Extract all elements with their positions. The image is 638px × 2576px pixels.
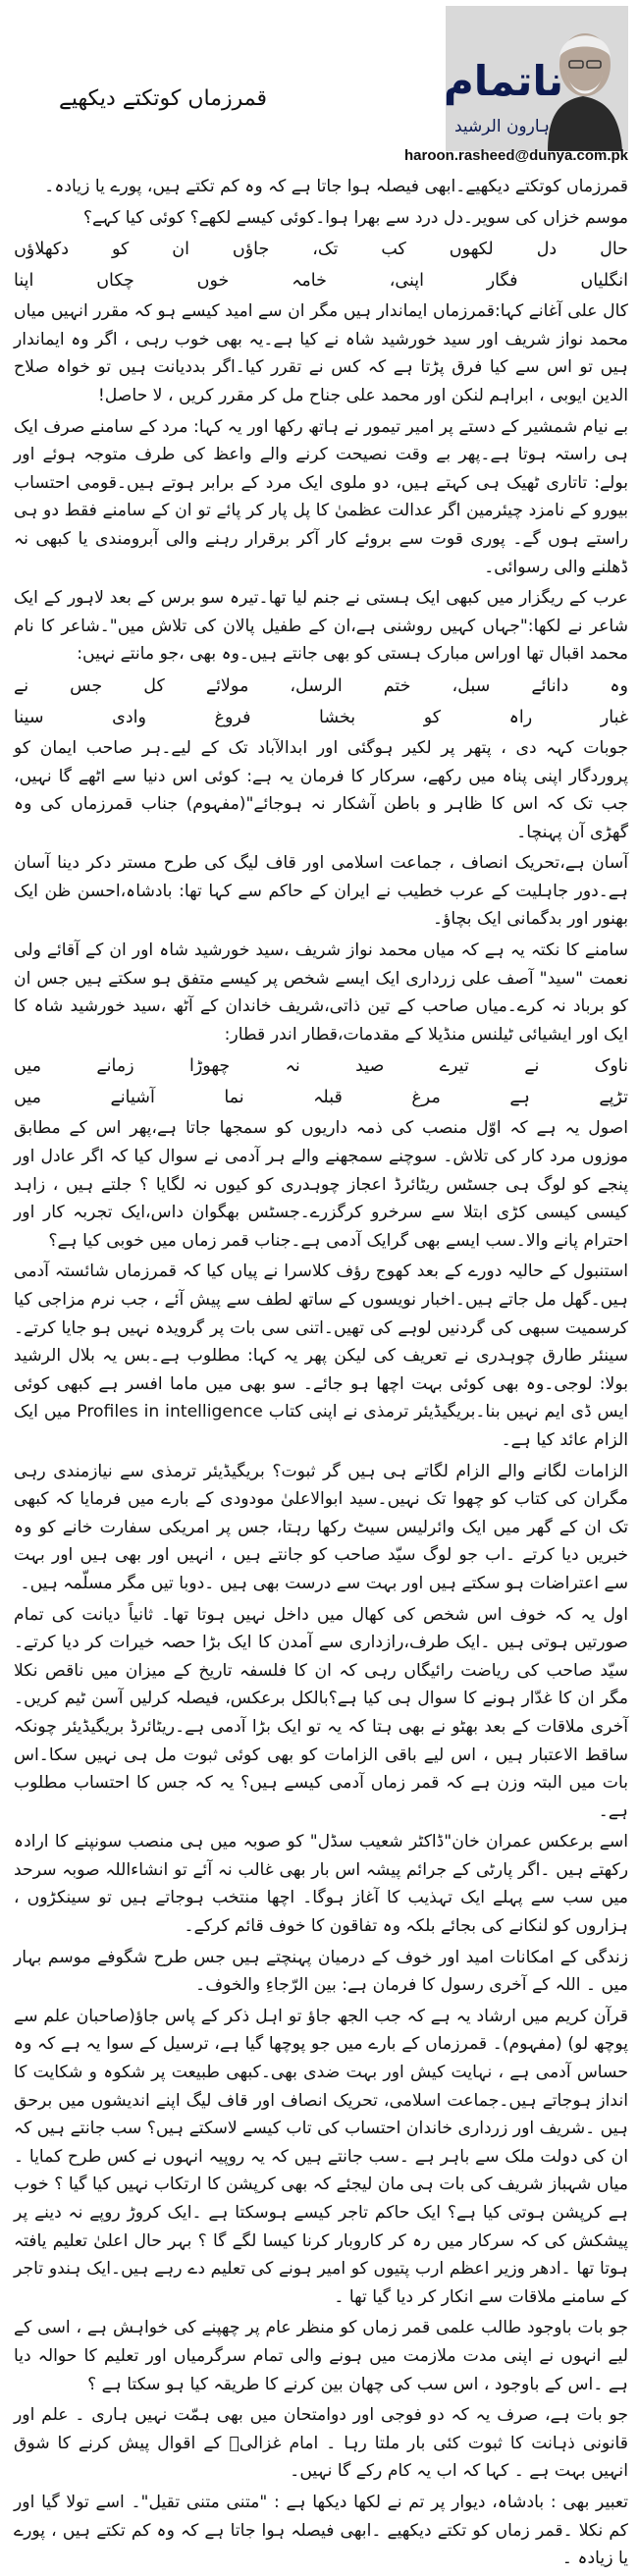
paragraph: کال علی آغانے کہا:قمرزماں ایماندار ہیں مگر ان سے امید کیسے ہو کہ مقرر انہیں میاں محمد نواز شریف اور سید خورشید شاہ نے کیا ہے۔یہ بھی خوب رہی ، اگر وہ ایماندار ہیں تو اس سے کیا فرق پڑتا ہے کہ کس نے تقرر کیا۔اگر بددیانت ہیں تو خواہ صلاح الدین ایوبی ، ابراہم لنکن اور محمد علی جناح مل کر مقرر کریں ، لا حاصل!	[14, 301, 628, 405]
paragraph: تعبیر بھی : بادشاہ، دیوار پر تم نے لکھا دیکھا ہے : "متنی متنی تقیل"۔ اسے تولا گیا اور کم نکلا ۔قمر زماں کو تکتے دیکھیے ۔ابھی فیصلہ ہوا جاتا ہے کہ وہ کم تکتے ہیں ، پورے یا زیادہ ۔	[14, 2492, 628, 2569]
verse-word: انگلیاں	[580, 271, 628, 292]
verse-word: دل	[536, 240, 558, 260]
verse-word: ختم	[383, 675, 411, 696]
verse-word: راہ	[508, 707, 533, 727]
verse-word: وادی	[112, 707, 146, 727]
verse-word: جس	[70, 675, 103, 696]
paragraph: جوبات کہہ دی ، پتھر پر لکیر ہوگئی اور ابدالآباد تک کے لیے۔ہر صاحب ایمان کو پروردگار اپنی پناہ میں رکھے، سرکار کا فرمان یہ ہے: کوئی اس دنیا سے اٹھے گا نہیں، جب تک کہ اس کا ظاہر و باطن آشکار نہ ہوجائے"(مفہوم) جناب قمرزماں کی وہ گھڑی آن پہنچا۔	[14, 737, 628, 842]
article-title: قمرزماں کوتکتے دیکھیے	[59, 86, 268, 111]
verse-line	[14, 671, 628, 701]
verse-word: نے	[14, 675, 29, 696]
verse-word: الرسل،	[290, 675, 343, 696]
verse-word: آشیانے	[110, 1088, 155, 1108]
verse-word: کل	[143, 675, 165, 696]
paragraph: قمرزماں کوتکتے دیکھیے۔ابھی فیصلہ ہوا جاتا ہے کہ وہ کم تکتے ہیں، پورے یا زیادہ۔	[44, 177, 628, 196]
paragraph: اول یہ کہ خوف اس شخص کی کھال میں داخل نہیں ہوتا تھا۔ ثانیاً دیانت کی تمام صورتیں ہوتی ہیں ۔ایک طرف،رازداری سے آمدن کا ایک بڑا حصہ خیرات کر دیا کرتے۔سیّد صاحب کی ریاضت رائیگاں رہی کہ ان کا فلسفہ تاریخ کے میزان میں ناقص نکلا مگر ان کا غدّار ہونے کا سوال ہی کیا ہے؟بالکل برعکس، فیصلہ کرلیں آسن ٹیم کریں۔آخری ملاقات کے بعد بھٹو نے بھی ہتا کہ یہ تو ایک بڑا آدمی ہے۔ریٹائرڈ بریگیڈیئر چونکہ ساقط الاعتبار ہیں ، اس لیے باقی الزامات کو بھی کوئی ثبوت مل ہی نہیں سکا۔اس بات میں البتہ وزن ہے کہ قمر زماں آدمی کیسے ہیں؟ یہ کہ جس کا احتساب مطلوب ہے۔	[14, 1604, 628, 1821]
verse-word: چھوڑا	[188, 1056, 231, 1077]
verse-word: جاؤں	[232, 240, 270, 260]
verse-word: کب	[381, 240, 406, 260]
paragraph: اسے برعکس عمران خان"ڈاکٹر شعیب سڈل" کو صوبہ میں ہی منصب سونپنے کا ارادہ رکھتے ہیں ۔اگر پارٹی کے جرائم پیشہ اس بار بھی غالب نہ آئے تو انشاءاللہ صوبہ سرحد میں سب سے پہلے ایک تہذیب کا آغاز ہوگا۔ اچھا منتخب ہوجاتے ہیں تو سینکڑوں ، ہزاروں کو لنکانے کی بجائے بلکہ وہ تفاقون کا خوف قائم کرکے۔	[14, 1832, 628, 1937]
verse-line	[14, 266, 628, 295]
verse-word: قبلہ	[313, 1088, 343, 1108]
verse-word: میں	[14, 1088, 42, 1108]
paragraph: زندگی کے امکانات امید اور خوف کے درمیان پہنچتے ہیں جس طرح شگوفے موسم بہار میں ۔ اللہ کے آخری رسول کا فرمان ہے: بین الرّجاءِ والخوف۔	[14, 1947, 628, 1996]
paragraph: جو بات باوجود طالب علمی قمر زماں کو منظر عام پر چھپنے کی خواہش ہے ، اسی کے لیے انہوں نے اپنی مدت ملازمت میں ہونے والی تمام سرگرمیاں اور تعلیم کا حوالہ دیا ہے ۔اس کے باوجود ، اس سب کی چھان بین کرنے کا طریقہ کیا ہو سکتا ہے ؟	[14, 2318, 628, 2394]
verse-word: اپنا	[14, 271, 34, 292]
verse-word: تک،	[312, 240, 339, 260]
author-name: ہارون الرشید	[453, 117, 550, 136]
paragraph: سامنے کا نکتہ یہ ہے کہ میاں محمد نواز شریف ،سید خورشید شاہ اور ان کے آقائے ولی نعمت "سید" آصف علی زرداری ایک ایسے شخص پر کیسے متفق ہو سکتے ہیں جس ان کو برباد نہ کرے۔میاں صاحب کے تین ذاتی،شریف خاندان کے آٹھ ،سید خورشید شاہ کا ایک اور ایشیائی ٹیلنس منڈیلا کے مقدمات،قطار اندر قطار:	[14, 940, 628, 1045]
verse-word: نما	[224, 1088, 244, 1108]
verse-word: دانائے	[531, 675, 569, 696]
verse-word: کو	[423, 707, 442, 727]
verse-word: خوں	[196, 271, 230, 292]
verse-word: ناوک	[594, 1056, 628, 1077]
verse-word: صید	[355, 1056, 385, 1077]
verse-line	[14, 1083, 628, 1112]
verse-word: کو	[111, 240, 130, 260]
verse-word: تڑپے	[599, 1088, 628, 1108]
verse-word: مولائے	[205, 675, 249, 696]
verse-word: ہے	[509, 1088, 530, 1108]
verse-word: حال	[600, 240, 628, 260]
verse-word: میں	[14, 1056, 41, 1077]
column-name: ناتمام	[443, 57, 563, 105]
verse-word: دکھلاؤں	[14, 240, 70, 260]
verse-word: نہ	[285, 1056, 300, 1077]
verse-word: مرغ	[411, 1088, 441, 1108]
verse-word: فروغ	[214, 707, 251, 727]
paragraph: استنبول کے حالیہ دورے کے بعد کھوج رؤف کلاسرا نے پیاں کیا کہ قمرزماں شائستہ آدمی ہیں۔گھل مل جاتے ہیں۔اخبار نویسوں کے ساتھ لطف سے پیش آئے ، جب نرم مزاجی کیا کرسمیت سبھی کی گردنیں لوہے کی تھیں۔اتنی سی بات پر گرویدہ نہیں ہو جایا کرتے۔سینئر طارق چوہدری نے تعریف کی لیکن پھر یہ کہا: مطلوب ہے۔بس یہ بلال الرشید بولا: لوجی۔وہ بھی کوئی بہت اچھا ہو جائے۔ سو بھی میں ماما افسر ہے کبھی کوئی ایس ڈی ایم نہیں بنا۔بریگیڈیئر ترمذی نے اپنی کتاب Profiles in intelligence میں ایک الزام عائد کیا ہے۔	[14, 1261, 629, 1450]
verse-word: سبل،	[452, 675, 491, 696]
verse-word: سینا	[14, 707, 44, 727]
paragraph: آسان ہے،تحریک انصاف ، جماعت اسلامی اور قاف لیگ کی طرح مستر دکر دینا آسان ہے۔دور جاہلیت کے عرب خطیب نے ایران کے حاکم سے کہا تھا: بادشاہ،احسن ظن ایک بھنور اور بدگمانی ایک بچاؤ۔	[14, 853, 628, 930]
verse-word: لکھوں	[449, 240, 494, 260]
verse-word: تیرے	[439, 1056, 469, 1077]
paragraph: قرآن کریم میں ارشاد یہ ہے کہ جب الجھ جاؤ تو اہل ذکر کے پاس جاؤ(صاحبان علم سے پوچھ لو) (مفہوم)۔ قمرزماں کے بارے میں جو پوچھا گیا ہے، ترسیل کے سوا یہ ہے کہ وہ حساس آدمی ہے ، نہایت کیش اور بہت ضدی بھی۔کبھی طبیعت پر شکوہ و شکایت کا انداز ہوجاتے ہیں۔جماعت اسلامی، تحریک انصاف اور قاف لیگ اپنے اندیشوں میں برحق ہیں ۔شریف اور زرداری خاندان احتساب کی تاب کیسے لاسکتے ہیں؟ سب جانتے ہیں کہ ان کی دولت ملک سے باہر ہے ۔سب جانتے ہیں کہ یہ روپیہ انہوں نے کس طرح کمایا ۔میاں شہباز شریف کی بات ہی مان لیجئے کہ بھی کرپشن کا ارتکاب نہیں کیا گیا ؟ خوب ہے کرپشن ہوتی کیا ہے؟ ایک حاکم تاجر کیسے ہوسکتا ہے ۔ایک کروڑ روپے نہ دینے پر پیشکش کی کہ سرکار میں رہ کر کاروبار کرنا کیسا لگے گا ؟ بہر حال اعلیٰ تعلیم یافتہ ہوتا تھا ۔ادھر وزیر اعظم ارب پتیوں کو امیر ہونے کی تعلیم دے رہے ہیں۔ایک ہندو تاجر کے سامنے ملاقات سے انکار کر دیا گیا تھا ۔	[14, 2006, 628, 2307]
verse-line	[14, 235, 628, 264]
verse-word: چکاں	[96, 271, 134, 292]
article-body	[14, 173, 628, 2576]
verse-line	[14, 1051, 628, 1081]
verse-word: غبار	[600, 707, 628, 727]
paragraph: جو بات ہے، صرف یہ کہ دو فوجی اور دوامتحان میں بھی ہمّت نہیں ہاری ۔ علم اور قانونی ذہانت کا ثبوت کئی بار ملتا رہا ۔ امام غزالیؒ کے اقوال پیش کرنے کا شوق انہیں بہت ہے ۔ کہا کہ اب یہ کام رکے گا نہیں۔	[14, 2405, 628, 2482]
verse-word: وہ	[610, 675, 628, 696]
verse-word: فگار	[486, 271, 518, 292]
paragraph: الزامات لگانے والے الزام لگاتے ہی ہیں گر ثبوت؟ بریگیڈیئر ترمذی سے نیازمندی رہی مگران کی کتاب کو چھوا تک نہیں۔سید ابوالاعلیٰ مودودی کے بارے میں فرمایا کہ کبھی تک ان کے گھر میں ایک وائرلیس سیٹ رکھا رہتا، جس پر امریکی سفارت خانے کو وہ خبریں دیا کرتے ۔اب جو لوگ سیّد صاحب کو جانتے ہیں ، انہیں اور بھی ہیں اور بہت سے اعتراضات ہو سکتے ہیں اور بہت سے درست بھی ہیں ۔دوبا تیں مگر مسلّمہ ہیں۔	[14, 1461, 628, 1593]
paragraph: بے نیام شمشیر کے دستے پر امیر تیمور نے ہاتھ رکھا اور یہ کہا: مرد کے سامنے صرف ایک ہی راستہ ہوتا ہے۔پھر بے وقت نصیحت کرنے والے واعظ کی طرف متوجہ ہوئے اور بولے: تاتاری ٹھیک ہی کہتے ہیں، دو ملوی ایک مرد کے برابر ہوتے ہیں۔قومی احتساب بیورو کے نامزد چیئرمین اگر عدالت عظمیٰ کا پل پار کر پائے تو ان کے سامنے فقط دو ہی راستے ہوں گے۔ پوری قوت سے بروئے کار آکر برقرار رہنے والی آبرومندی یا کبھی نہ ڈھلنے والی رسوائی۔	[14, 416, 628, 577]
column-header	[0, 0, 638, 169]
verse-word: نے	[524, 1056, 540, 1077]
verse-word: بخشا	[319, 707, 356, 727]
verse-line	[14, 703, 628, 732]
verse-word: خامہ	[292, 271, 327, 292]
paragraph: عرب کے ریگزار میں کبھی ایک ہستی نے جنم لیا تھا۔تیرہ سو برس کے بعد لاہور کے ایک شاعر نے لکھا:"جہاں کہیں روشنی ہے،ان کے طفیل پالان کی تلاش میں"۔شاعر کا نام محمد اقبال تھا اوراس مبارک ہستی کو بھی جانتے ہیں۔وہ بھی ،جو مانتے نہیں:	[14, 588, 628, 665]
verse-word: زمانے	[96, 1056, 134, 1077]
paragraph: موسم خزاں کی سویر۔دل درد سے بھرا ہوا۔کوئی کیسے لکھے؟ کوئی کیا کہے؟	[82, 207, 628, 228]
verse-word: اپنی،	[389, 271, 424, 292]
author-email[interactable]: haroon.rasheed@dunya.com.pk	[403, 147, 628, 164]
paragraph: اصول یہ ہے کہ اوّل منصب کی ذمہ داریوں کو سمجھا جاتا ہے،پھر اس کے مطابق موزوں مرد کار کی تلاش۔ سوچنے سمجھنے والے ہر آدمی نے سوال کیا کہ اگر عادل اور پنجے کو لوگ ہی جسٹس ریٹائرڈ اعجاز چوہدری کو کیوں نہ لگایا ؟ جلتے ہیں ، زاہد کیسی کیسی کڑی ابتلا سے سرخرو کرگزرے۔جسٹس بھگوان داس،ایک تجربہ کار اور احترام پانے والا۔سب ایسے بھی گرایک آدمی ہے۔جناب قمر زماں میں خوبی کیا ہے؟	[14, 1118, 628, 1251]
verse-word: ان	[172, 240, 189, 260]
